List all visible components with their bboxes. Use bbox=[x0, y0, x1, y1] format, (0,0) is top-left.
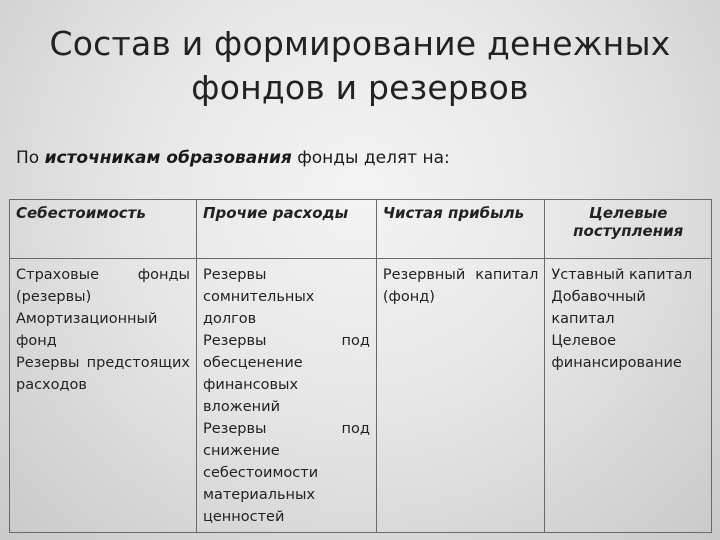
header-target-receipts: Целевые поступления bbox=[545, 200, 712, 259]
list-item: Добавочный капитал bbox=[551, 289, 646, 327]
cell-net-profit bbox=[376, 259, 545, 533]
table-header-row bbox=[10, 200, 712, 259]
intro-suffix: фонды делят на: bbox=[291, 148, 450, 168]
header-net-profit: Чистая прибыль bbox=[376, 200, 545, 259]
slide-title bbox=[0, 22, 720, 110]
list-item: Резервы под обесценение финансовых вложений bbox=[203, 333, 370, 415]
header-cost-price: Себестоимость bbox=[10, 200, 197, 259]
list-item: Резервы под снижение себестоимости материальных ценностей bbox=[203, 421, 370, 525]
intro-prefix: По bbox=[16, 148, 45, 168]
funds-table bbox=[9, 199, 712, 533]
list-item: Целевое финансирование bbox=[551, 333, 682, 371]
slide-title-line1: Состав и формирование денежных bbox=[49, 24, 671, 63]
slide-title-line2: фондов и резервов bbox=[191, 68, 529, 107]
table-row bbox=[10, 259, 712, 533]
list-item: Резервы предстоящих расходов bbox=[16, 355, 190, 393]
list-item: Резервы сомнительных долгов bbox=[203, 267, 315, 327]
cell-other-expenses bbox=[197, 259, 377, 533]
list-item: Страховые фонды (резервы) bbox=[16, 267, 190, 305]
header-other-expenses: Прочие расходы bbox=[197, 200, 377, 259]
list-item: Уставный капитал bbox=[551, 267, 693, 283]
cell-target-receipts bbox=[545, 259, 712, 533]
cell-cost-price bbox=[10, 259, 197, 533]
list-item: Резервный капитал (фонд) bbox=[382, 267, 539, 305]
intro-text bbox=[16, 148, 450, 168]
list-item: Амортизационный фонд bbox=[16, 311, 158, 349]
intro-emphasis: источникам образования bbox=[44, 148, 292, 168]
